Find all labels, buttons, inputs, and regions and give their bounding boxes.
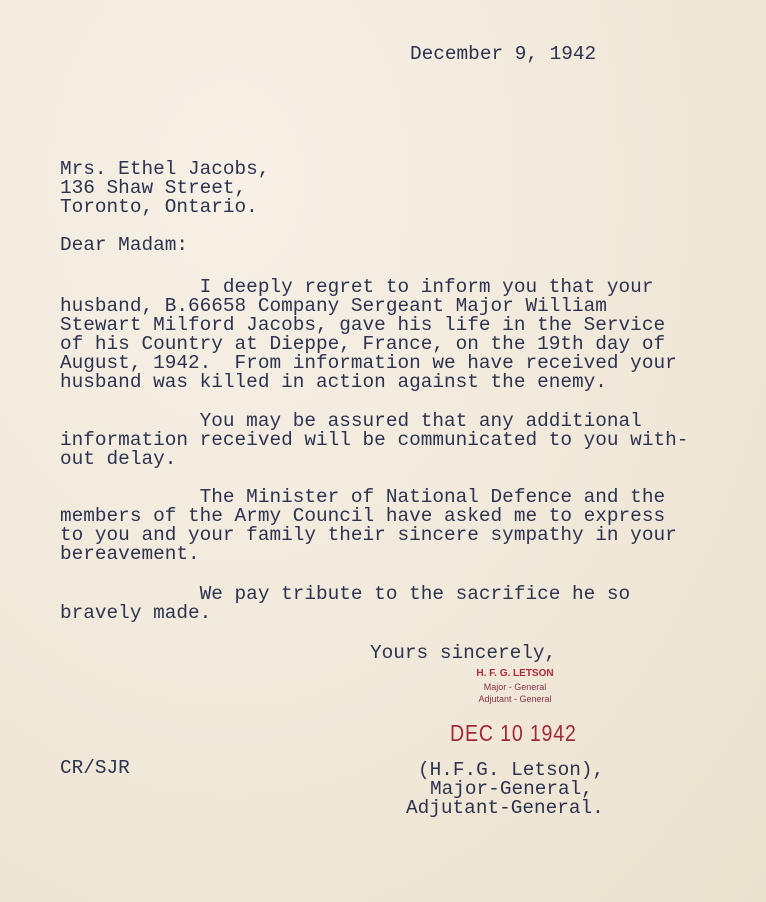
text-line: I deeply regret to inform you that your — [60, 276, 654, 298]
text-line: Stewart Milford Jacobs, gave his life in the Service — [60, 314, 666, 336]
text-line: The Minister of National Defence and the — [60, 486, 666, 508]
text-line: husband was killed in action against the enemy. — [60, 371, 607, 393]
letter-date: December 9, 1942 — [410, 43, 597, 65]
text-line: husband, B.66658 Company Sergeant Major William — [60, 295, 607, 317]
address-line: 136 Shaw Street, — [60, 177, 247, 199]
reference-initials: CR/SJR — [60, 757, 130, 779]
date-stamp: DEC 10 1942 — [450, 720, 577, 746]
signature-line: (H.F.G. Letson), — [418, 759, 605, 781]
closing: Yours sincerely, — [370, 642, 557, 664]
text-line: members of the Army Council have asked me to express — [60, 505, 666, 527]
salutation: Dear Madam: — [60, 234, 188, 256]
text-line: August, 1942. From information we have received your — [60, 352, 677, 374]
text-line: We pay tribute to the sacrifice he so — [60, 583, 631, 605]
stamp-rank: Major - General — [483, 682, 547, 692]
signature-line: Major-General, — [430, 778, 593, 800]
address-line: Toronto, Ontario. — [60, 196, 258, 218]
text-line: information received will be communicated to you with- — [60, 429, 689, 451]
text-line: out delay. — [60, 448, 177, 470]
address-line: Mrs. Ethel Jacobs, — [60, 158, 270, 180]
text-line: You may be assured that any additional — [60, 410, 642, 432]
text-line: to you and your family their sincere sympathy in your — [60, 524, 677, 546]
text-line: bereavement. — [60, 543, 200, 565]
stamp-name: H. F. G. LETSON — [476, 668, 554, 679]
stamp-title: Adjutant - General — [478, 694, 552, 704]
text-line: of his Country at Dieppe, France, on the 19th day of — [60, 333, 666, 355]
signature-line: Adjutant-General. — [406, 797, 604, 819]
text-line: bravely made. — [60, 602, 212, 624]
